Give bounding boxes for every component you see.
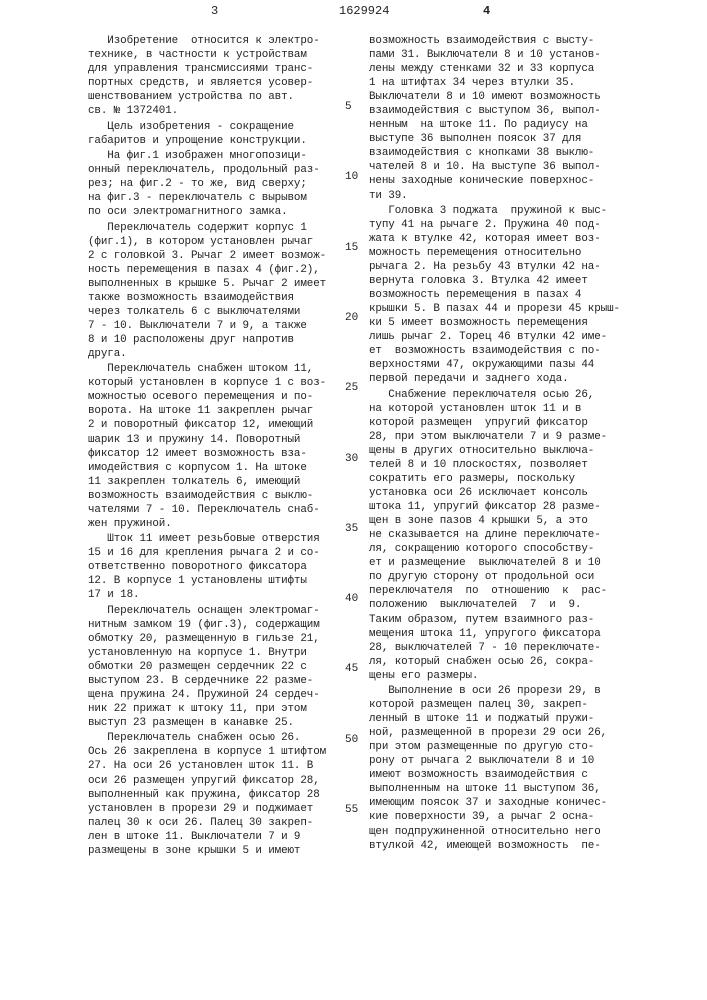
text-line: установлен в прорези 29 и поджимает (88, 802, 344, 816)
text-line: по оси электромагнитного замка. (88, 205, 344, 219)
text-line: Шток 11 имеет резьбовые отверстия (88, 532, 344, 546)
text-line: ет возможность взаимодействия с по- (369, 344, 629, 358)
text-line: которой размещен упругий фиксатор (369, 416, 629, 430)
paragraph (88, 362, 344, 531)
text-line: ник 22 прижат к штоку 11, при этом (88, 702, 344, 716)
text-line: чателей 8 и 10. На выступе 36 выпол- (369, 160, 629, 174)
paragraph (88, 604, 344, 730)
text-line: выполненным на штоке 11 выступом 36, (369, 782, 629, 796)
text-line: взаимодействия с выступом 36, выпол- (369, 104, 629, 118)
text-line: 8 и 10 расположены друг напротив (88, 333, 344, 347)
text-line: сократить его размеры, поскольку (369, 472, 629, 486)
line-number: 5 (345, 101, 352, 113)
text-line: фиксатор 12 имеет возможность вза- (88, 447, 344, 461)
text-line: можность перемещения относительно (369, 246, 629, 260)
text-line: лишь рычаг 2. Торец 46 втулки 42 име- (369, 330, 629, 344)
text-line: можностью осевого перемещения и по- (88, 390, 344, 404)
text-line: палец 30 к оси 26. Палец 30 закреп- (88, 816, 344, 830)
paragraph (88, 532, 344, 602)
text-line: Переключатель оснащен электромаг- (88, 604, 344, 618)
text-line: оси 26 размещен упругий фиксатор 28, (88, 774, 344, 788)
text-line: нитным замком 19 (фиг.3), содержащим (88, 618, 344, 632)
text-line: ненным на штоке 11. По радиусу на (369, 118, 629, 132)
text-line: имеющим поясок 37 и заходные коничес- (369, 796, 629, 810)
text-line: щена пружина 24. Пружиной 24 сердеч- (88, 688, 344, 702)
text-line: взаимодействия с кнопками 38 выклю- (369, 146, 629, 160)
text-line: На фиг.1 изображен многопозици- (88, 149, 344, 163)
text-line: чателями 7 - 10. Переключатель снаб- (88, 503, 344, 517)
text-line: лены между стенками 32 и 33 корпуса (369, 62, 629, 76)
left-text-column (88, 34, 344, 859)
text-line: при этом размещенные по другую сто- (369, 740, 629, 754)
text-line: возможность перемещения в пазах 4 (369, 288, 629, 302)
line-number: 25 (345, 382, 358, 394)
text-line: телей 8 и 10 плоскостях, позволяет (369, 458, 629, 472)
text-line: ти 39. (369, 189, 629, 203)
text-line: Ось 26 закреплена в корпусе 1 штифтом (88, 745, 344, 759)
text-line: жен пружиной. (88, 517, 344, 531)
text-line: тупу 41 на рычаге 2. Пружина 40 под- (369, 218, 629, 232)
text-line: 7 - 10. Выключатели 7 и 9, а также (88, 319, 344, 333)
text-line: 15 и 16 для крепления рычага 2 и со- (88, 546, 344, 560)
text-line: штока 11, упругий фиксатор 28 разме- (369, 500, 629, 514)
text-line: ля, сокращению которого способству- (369, 542, 629, 556)
text-line: габаритов и упрощение конструкции. (88, 134, 344, 148)
text-line: лен в штоке 11. Выключатели 7 и 9 (88, 830, 344, 844)
text-line: щен в зоне пазов 4 крышки 5, а это (369, 514, 629, 528)
text-line: ленный в штоке 11 и поджатый пружи- (369, 712, 629, 726)
text-line: также возможность взаимодействия (88, 291, 344, 305)
text-line: Головка 3 поджата пружиной к выс- (369, 204, 629, 218)
text-line: шарик 13 и пружину 14. Поворотный (88, 433, 344, 447)
text-line: Цель изобретения - сокращение (88, 120, 344, 134)
text-line: 17 и 18. (88, 588, 344, 602)
patent-number: 1629924 (339, 4, 389, 18)
text-line: рону от рычага 2 выключатели 8 и 10 (369, 754, 629, 768)
line-number: 50 (345, 734, 358, 746)
paragraph (88, 221, 344, 361)
text-line: ет и размещение выключателей 8 и 10 (369, 556, 629, 570)
text-line: мещения штока 11, упругого фиксатора (369, 627, 629, 641)
text-line: по другую сторону от продольной оси (369, 570, 629, 584)
text-line: 1 на штифтах 34 через втулки 35. (369, 76, 629, 90)
text-line: верхностями 47, окружающими пазы 44 (369, 358, 629, 372)
paragraph (369, 388, 629, 683)
text-line: портных средств, и является усовер- (88, 76, 344, 90)
text-line: Переключатель снабжен штоком 11, (88, 362, 344, 376)
text-line: крышки 5. В пазах 44 и прорези 45 крыш- (369, 302, 629, 316)
paragraph (88, 731, 344, 857)
text-line: вернута головка 3. Втулка 42 имеет (369, 274, 629, 288)
text-line: ля, который снабжен осью 26, сокра- (369, 655, 629, 669)
paragraph (88, 120, 344, 148)
text-line: 28, при этом выключатели 7 и 9 разме- (369, 430, 629, 444)
right-text-column (369, 34, 629, 854)
line-number: 10 (345, 171, 358, 183)
text-line: выполненных в крышке 5. Рычаг 2 имеет (88, 277, 344, 291)
text-line: 2 с головкой 3. Рычаг 2 имеет возмож- (88, 249, 344, 263)
text-line: который установлен в корпусе 1 с воз- (88, 376, 344, 390)
text-line: которой размещен палец 30, закреп- (369, 698, 629, 712)
text-line: Изобретение относится к электро- (88, 34, 344, 48)
paragraph (369, 34, 629, 203)
text-line: положению выключателей 7 и 9. (369, 598, 629, 612)
line-number: 15 (345, 242, 358, 254)
text-line: выступом 23. В сердечнике 22 разме- (88, 674, 344, 688)
text-line: ворота. На штоке 11 закреплен рычаг (88, 404, 344, 418)
line-number: 45 (345, 663, 358, 675)
paragraph (88, 34, 344, 118)
text-line: 27. На оси 26 установлен шток 11. В (88, 759, 344, 773)
text-line: на которой установлен шток 11 и в (369, 402, 629, 416)
text-line: Таким образом, путем взаимного раз- (369, 613, 629, 627)
text-line: пами 31. Выключатели 8 и 10 установ- (369, 48, 629, 62)
text-line: ной, размещенной в прорези 29 оси 26, (369, 726, 629, 740)
text-line: 2 и поворотный фиксатор 12, имеющий (88, 418, 344, 432)
text-line: 12. В корпусе 1 установлены штифты (88, 574, 344, 588)
text-line: Выполнение в оси 26 прорези 29, в (369, 684, 629, 698)
text-line: кие поверхности 39, а рычаг 2 осна- (369, 810, 629, 824)
text-line: Переключатель содержит корпус 1 (88, 221, 344, 235)
line-number: 30 (345, 453, 358, 465)
text-line: переключателя по отношению к рас- (369, 584, 629, 598)
text-line: ки 5 имеет возможность перемещения (369, 316, 629, 330)
text-line: 28, выключателей 7 - 10 переключате- (369, 641, 629, 655)
text-line: выступе 36 выполнен поясок 37 для (369, 132, 629, 146)
text-line: техникe, в частности к устройствам (88, 48, 344, 62)
line-number: 20 (345, 312, 358, 324)
text-line: установка оси 26 исключает консоль (369, 486, 629, 500)
paragraph (88, 149, 344, 219)
text-line: выполненный как пружина, фиксатор 28 (88, 788, 344, 802)
text-line: св. № 1372401. (88, 104, 344, 118)
text-line: Выключатели 8 и 10 имеют возможность (369, 90, 629, 104)
paragraph (369, 204, 629, 387)
page-number-left: 3 (211, 4, 218, 18)
text-line: размещены в зоне крышки 5 и имеют (88, 844, 344, 858)
text-line: не сказывается на длине переключате- (369, 528, 629, 542)
text-line: ответственно поворотного фиксатора (88, 560, 344, 574)
text-line: щен подпружиненной относительно него (369, 825, 629, 839)
text-line: на фиг.3 - переключатель с вырывом (88, 191, 344, 205)
text-line: возможность взаимодействия с выклю- (88, 489, 344, 503)
text-line: для управления трансмиссиями транс- (88, 62, 344, 76)
text-line: щены его размеры. (369, 669, 629, 683)
text-line: онный переключатель, продольный раз- (88, 163, 344, 177)
text-line: имеют возможность взаимодействия с (369, 768, 629, 782)
text-line: рез; на фиг.2 - то же, вид сверху; (88, 177, 344, 191)
text-line: установленную на корпусе 1. Внутри (88, 646, 344, 660)
text-line: Переключатель снабжен осью 26. (88, 731, 344, 745)
text-line: первой передачи и заднего хода. (369, 372, 629, 386)
text-line: нены заходные конические поверхнос- (369, 174, 629, 188)
text-line: шенствованием устройства по авт. (88, 90, 344, 104)
text-line: друга. (88, 347, 344, 361)
line-number: 35 (345, 523, 358, 535)
text-line: имодействия с корпусом 1. На штоке (88, 461, 344, 475)
line-number: 55 (345, 804, 358, 816)
page-number-right: 4 (483, 4, 490, 18)
text-line: через толкатель 6 с выключателями (88, 305, 344, 319)
paragraph (369, 684, 629, 853)
text-line: возможность взаимодействия с высту- (369, 34, 629, 48)
text-line: ность перемещения в пазах 4 (фиг.2), (88, 263, 344, 277)
text-line: 11 закреплен толкатель 6, имеющий (88, 475, 344, 489)
text-line: рычага 2. На резьбу 43 втулки 42 на- (369, 260, 629, 274)
text-line: обмотки 20 размещен сердечник 22 с (88, 660, 344, 674)
text-line: (фиг.1), в котором установлен рычаг (88, 235, 344, 249)
text-line: Снабжение переключателя осью 26, (369, 388, 629, 402)
line-number: 40 (345, 593, 358, 605)
text-line: жата к втулке 42, которая имеет воз- (369, 232, 629, 246)
text-line: щены в других относительно выключа- (369, 444, 629, 458)
text-line: выступ 23 размещен в канавке 25. (88, 716, 344, 730)
text-line: втулкой 42, имеющей возможность пе- (369, 839, 629, 853)
text-line: обмотку 20, размещенную в гильзе 21, (88, 632, 344, 646)
